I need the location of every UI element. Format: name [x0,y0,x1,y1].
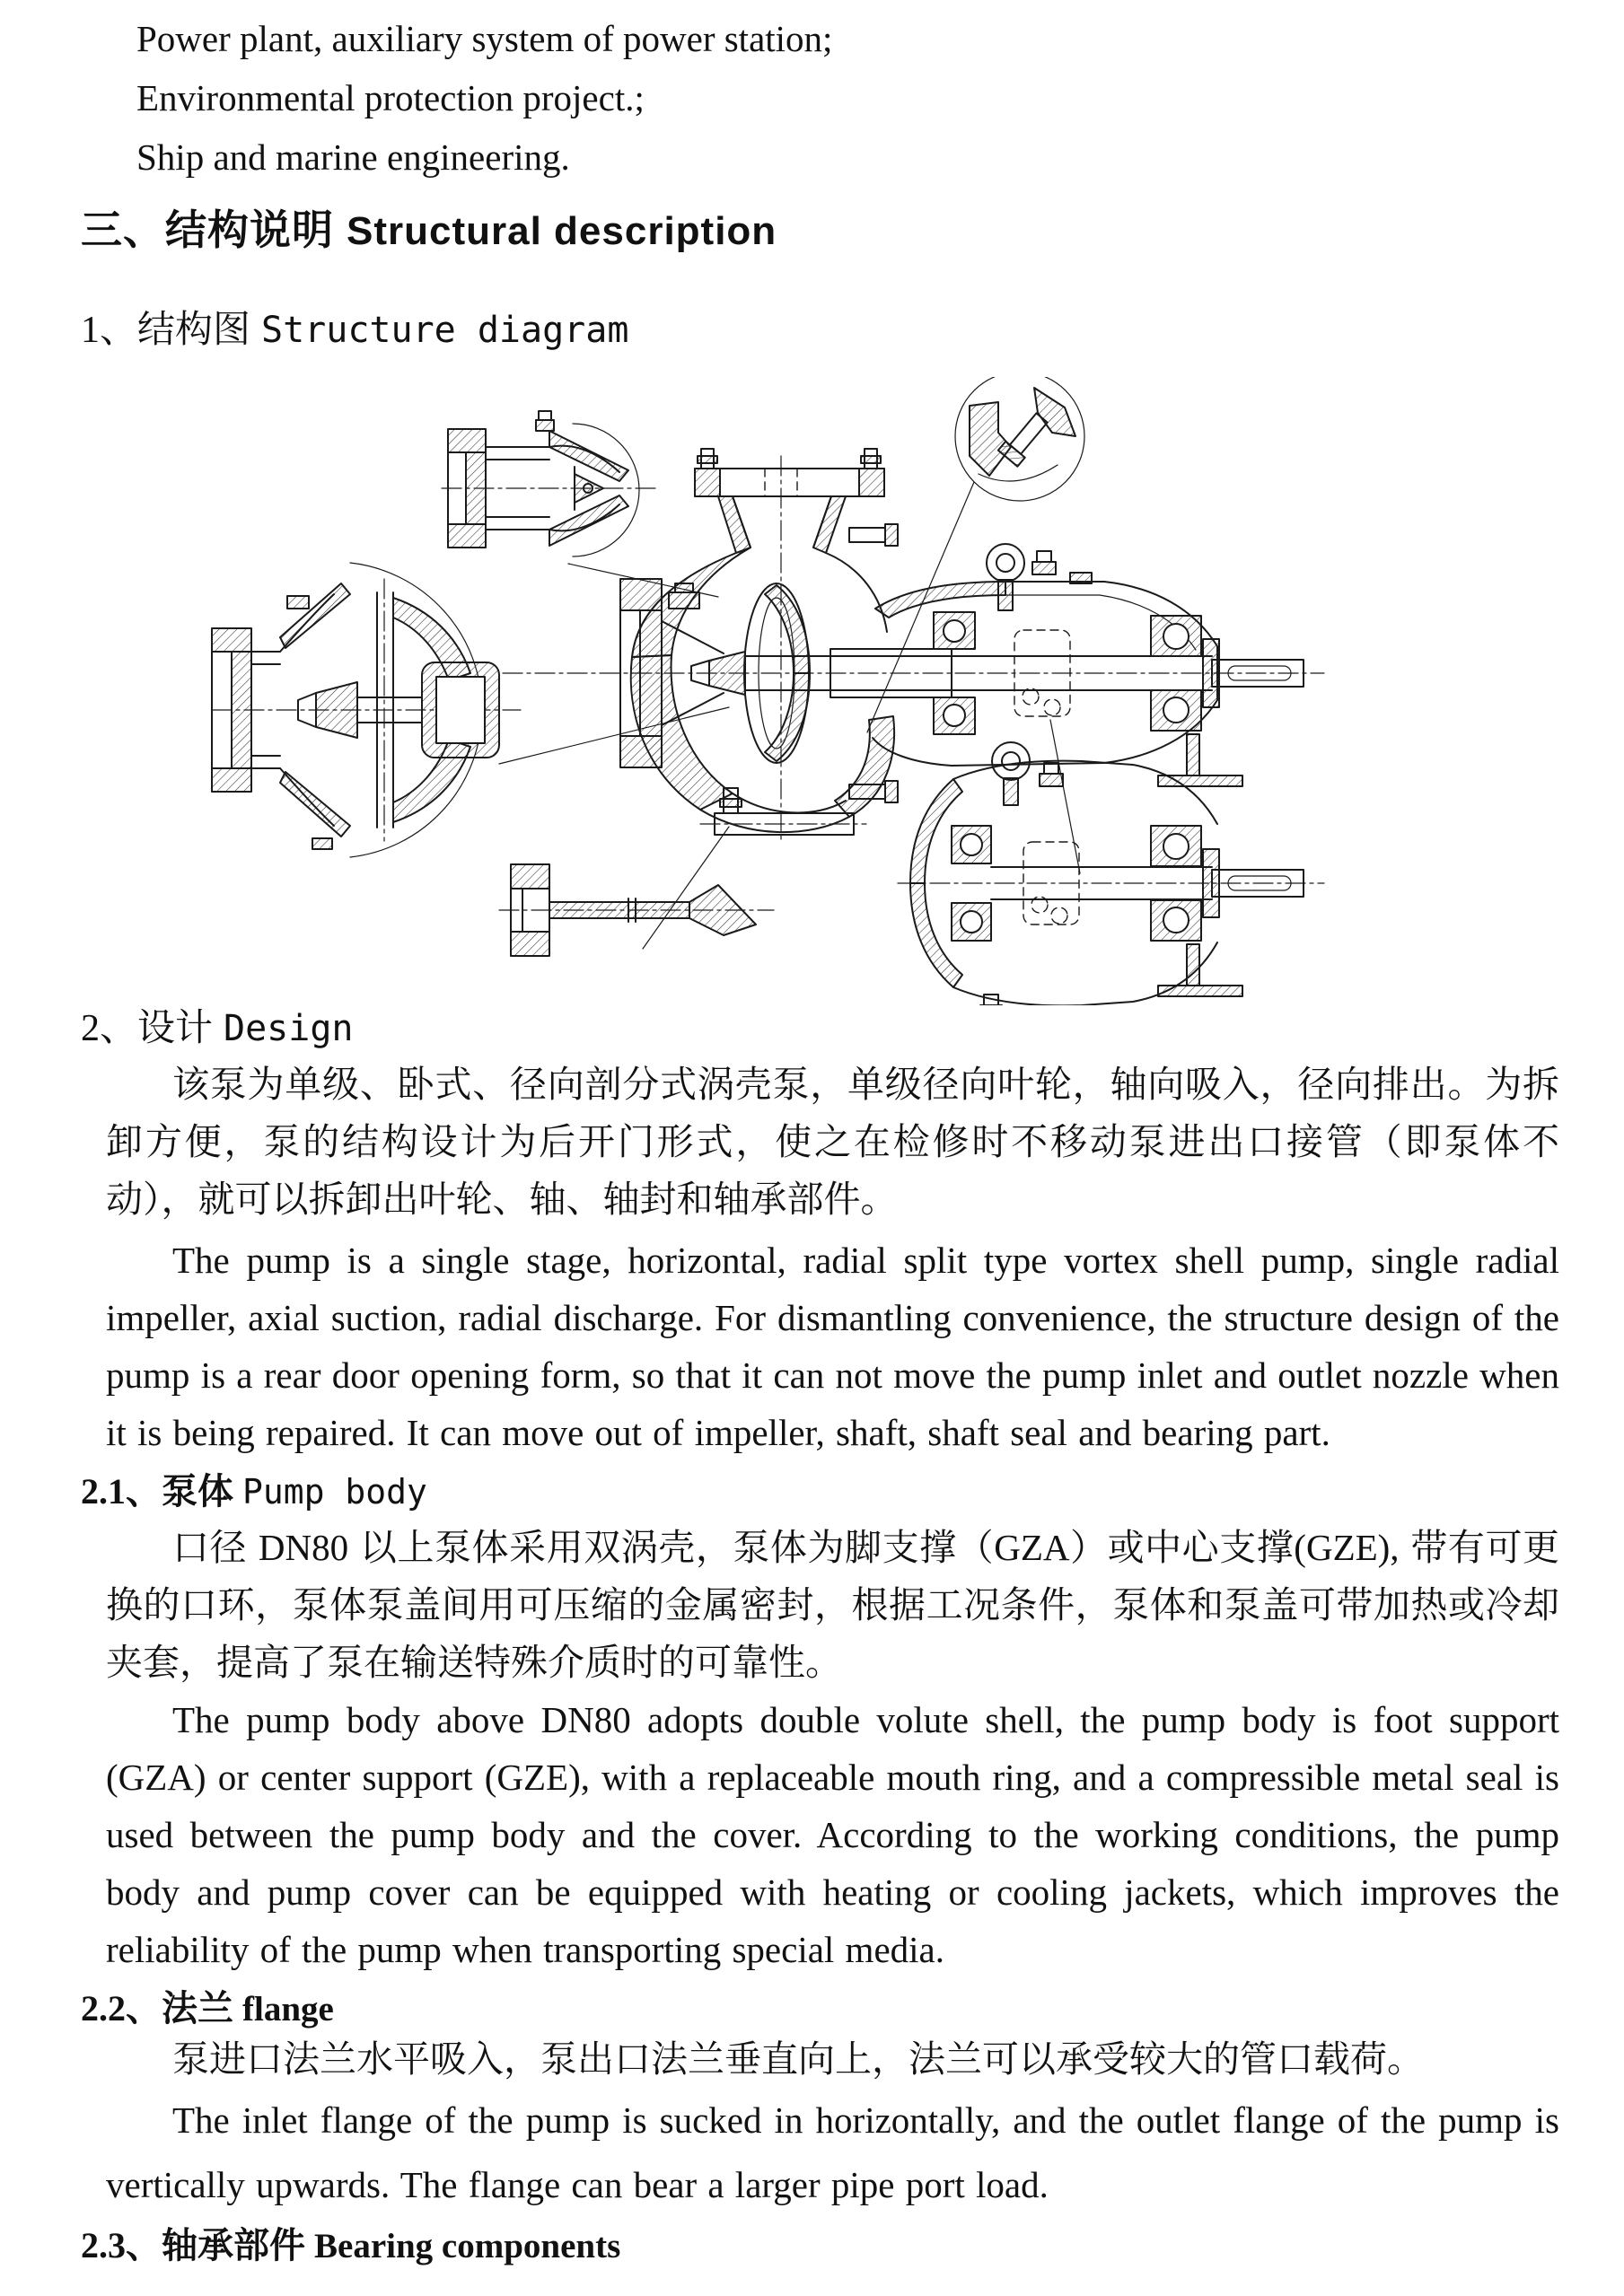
heading-en: Bearing components [314,2227,621,2265]
suction-cover-drawing [442,411,660,556]
tie-bolt-drawing [499,864,774,956]
application-line: Power plant, auxiliary system of power station; [136,18,833,59]
subheading-design [81,998,354,1052]
design-paragraph-cn: 该泵为单级、卧式、径向剖分式涡壳泵，单级径向叶轮，轴向吸入，径向排出。为拆卸方便，泵的结构设计为后开门形式，使之在检修时不移动泵进出口接管（即泵体不动），就可以拆卸出叶轮、轴、轴封和轴承部件。 [106,1064,1559,1220]
heading-en: Pump body [242,1472,427,1512]
flange-paragraph-cn: 泵进口法兰水平吸入，泵出口法兰垂直向上，法兰可以承受较大的管口载荷。 [172,2038,1424,2080]
heading-cn: 1、结构图 [81,310,251,351]
heading-en: Design [224,1008,354,1049]
heading-en: Structure diagram [261,310,629,351]
subheading-pump-body [81,1463,427,1514]
design-paragraph-en: The pump is a single stage, horizontal, radial split type vortex shell pump, single radial impeller, axial suction, radial discharge. For dismantling convenience, the structure design of the pump is a rear door opening form, so that it can not move the pump inlet and outlet nozzle when it is being repaired. It can move out of impeller, shaft, shaft seal and bearing part. [106,1240,1559,1453]
application-line: Environmental protection project.; [136,77,645,118]
heading-cn: 2.3、轴承部件 [81,2225,305,2265]
impeller-detail-drawing [212,563,521,857]
bearing-assembly-drawing [898,742,1324,1005]
pump-structure-diagram [0,377,1624,1005]
pump-body-paragraph-cn: 口径 DN80 以上泵体采用双涡壳，泵体为脚支撑（GZA）或中心支撑(GZE), 带有可更换的口环，泵体泵盖间用可压缩的金属密封，根据工况条件，泵体和泵盖可带加热或冷却夹套，提高了泵在输送特殊介质时的可靠性。 [106,1527,1559,1683]
application-line: Ship and marine engineering. [136,136,570,178]
heading-cn: 2、设计 [81,1008,214,1049]
heading-cn: 2.2、法兰 [81,1988,233,2029]
heading-en: Structural description [347,209,777,253]
heading-cn: 三、结构说明 [81,207,334,253]
heading-cn: 2.1、泵体 [81,1471,233,1512]
section-heading-structural-description [81,197,777,257]
seal-detail-circle-drawing [955,377,1084,501]
subheading-flange [81,1980,334,2031]
heading-en: flange [242,1990,334,2029]
application-list [136,9,832,187]
pump-body-paragraph-en: The pump body above DN80 adopts double volute shell, the pump body is foot support (GZA) or center support (GZE), with a replaceable mouth ring, and a compressible metal seal is used between the pump body and the cover. According to the working conditions, the pump body and pump cover can be equipped with heating or cooling jackets, which improves the reliability of the pump when transporting special media. [106,1699,1559,1970]
flange-paragraph-en: The inlet flange of the pump is sucked in horizontally, and the outlet flange of the pump is vertically upwards. The flange can bear a larger pipe port load. [106,2099,1559,2205]
subheading-structure-diagram [81,300,628,354]
subheading-bearing-components [81,2217,620,2268]
